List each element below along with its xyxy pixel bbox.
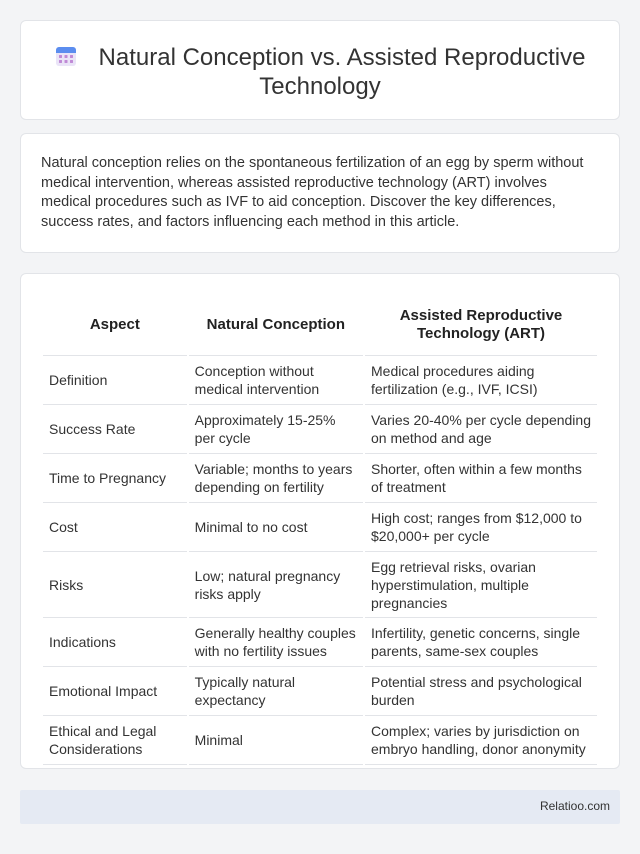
row-aspect: Definition: [43, 356, 187, 405]
header-aspect: Aspect: [43, 294, 187, 356]
intro-paragraph: Natural conception relies on the spontaneous fertilization of an egg by sperm without medical intervention, whereas assisted reproductive technology (ART) involves medical procedures such as IVF to aid conception. Discover the key differences, success rates, and factors influencing each method in this article.: [41, 155, 584, 230]
table-row: [43, 552, 597, 618]
table-row: [43, 716, 597, 765]
header-art: Assisted Reproductive Technology (ART): [365, 294, 597, 356]
calendar-icon: [55, 45, 77, 67]
row-natural: Minimal to no cost: [189, 503, 363, 552]
row-aspect: Time to Pregnancy: [43, 454, 187, 503]
comparison-table: [41, 294, 599, 765]
row-art: Egg retrieval risks, ovarian hyperstimulation, multiple pregnancies: [365, 552, 597, 618]
page-title-wrap: [21, 43, 619, 101]
table-row: [43, 618, 597, 667]
table-row: [43, 356, 597, 405]
footer-bar: [20, 790, 620, 824]
row-natural: Variable; months to years depending on fertility: [189, 454, 363, 503]
footer-brand[interactable]: Relatioo.com: [539, 799, 610, 813]
comparison-table-card: [20, 273, 620, 769]
row-aspect: Ethical and Legal Considerations: [43, 716, 187, 765]
row-art: High cost; ranges from $12,000 to $20,000+ per cycle: [365, 503, 597, 552]
row-natural: Conception without medical intervention: [189, 356, 363, 405]
row-art: Potential stress and psychological burden: [365, 667, 597, 716]
row-art: Infertility, genetic concerns, single parents, same-sex couples: [365, 618, 597, 667]
table-row: [43, 503, 597, 552]
row-natural: Low; natural pregnancy risks apply: [189, 552, 363, 618]
table-row: [43, 405, 597, 454]
row-art: Varies 20-40% per cycle depending on method and age: [365, 405, 597, 454]
table-header-row: [43, 294, 597, 356]
row-art: Medical procedures aiding fertilization (e.g., IVF, ICSI): [365, 356, 597, 405]
row-natural: Generally healthy couples with no fertility issues: [189, 618, 363, 667]
title-card: [20, 20, 620, 120]
row-art: Shorter, often within a few months of treatment: [365, 454, 597, 503]
header-natural: Natural Conception: [189, 294, 363, 356]
intro-card: [20, 133, 620, 253]
row-aspect: Emotional Impact: [43, 667, 187, 716]
table-row: [43, 454, 597, 503]
row-aspect: Risks: [43, 552, 187, 618]
page-title: Natural Conception vs. Assisted Reproductive Technology: [98, 44, 586, 100]
row-aspect: Cost: [43, 503, 187, 552]
row-aspect: Success Rate: [43, 405, 187, 454]
table-row: [43, 667, 597, 716]
row-art: Complex; varies by jurisdiction on embryo handling, donor anonymity: [365, 716, 597, 765]
row-natural: Minimal: [189, 716, 363, 765]
row-aspect: Indications: [43, 618, 187, 667]
row-natural: Typically natural expectancy: [189, 667, 363, 716]
row-natural: Approximately 15-25% per cycle: [189, 405, 363, 454]
